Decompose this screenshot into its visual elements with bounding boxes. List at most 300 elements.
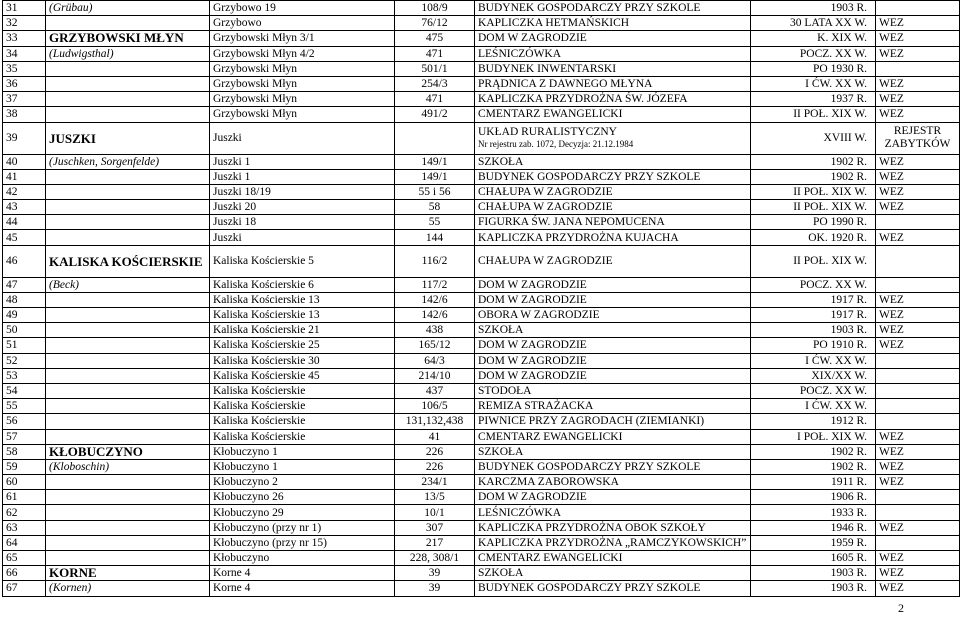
table-row: [3, 1, 960, 16]
date: XIX/XX W.: [751, 368, 876, 383]
locality-name: KALISKA KOŚCIERSKIE: [46, 245, 210, 277]
locality-name: [46, 292, 210, 307]
date: K. XIX W.: [751, 31, 876, 46]
register-status: [876, 338, 960, 353]
register-status: [876, 566, 960, 581]
address: Kaliska Kościerskie 5: [210, 245, 395, 277]
register-status-text: WEZ: [879, 47, 904, 60]
object-name: CHAŁUPA W ZAGRODZIE: [475, 200, 751, 215]
plot-number: 226: [395, 459, 475, 474]
locality-name: [46, 490, 210, 505]
object-name: CMENTARZ EWANGELICKI: [475, 429, 751, 444]
locality-name: [46, 308, 210, 323]
register-status: [876, 535, 960, 550]
register-status: [876, 230, 960, 245]
register-status-text: WEZ: [879, 582, 904, 595]
locality-name: [46, 368, 210, 383]
row-number: 56: [3, 414, 46, 429]
object-name: BUDYNEK GOSPODARCZY PRZY SZKOLE: [475, 581, 751, 596]
locality-name: (Grübau): [46, 1, 210, 16]
row-number: 44: [3, 215, 46, 230]
row-number: 54: [3, 383, 46, 398]
address: Grzybowski Młyn 3/1: [210, 31, 395, 46]
plot-number: 106/5: [395, 399, 475, 414]
locality-name: [46, 61, 210, 76]
address: Juszki: [210, 122, 395, 154]
locality-name: [46, 200, 210, 215]
register-status-text: WEZ: [879, 78, 904, 91]
address: Kłobuczyno 1: [210, 444, 395, 459]
table-body: [3, 1, 960, 597]
object-name: CMENTARZ EWANGELICKI: [475, 551, 751, 566]
row-number: 63: [3, 520, 46, 535]
register-status-text: REJESTR ZABYTKÓW: [884, 125, 951, 150]
plot-number: 438: [395, 323, 475, 338]
date: 1937 R.: [751, 92, 876, 107]
object-name: KAPLICZKA PRZYDROŻNA KUJACHA: [475, 230, 751, 245]
row-number: 50: [3, 323, 46, 338]
row-number: 57: [3, 429, 46, 444]
date: 1906 R.: [751, 490, 876, 505]
table-row: [3, 16, 960, 31]
row-number: 64: [3, 535, 46, 550]
plot-number: 214/10: [395, 368, 475, 383]
locality-name: (Kornen): [46, 581, 210, 596]
register-status-text: WEZ: [879, 231, 904, 244]
register-status: [876, 581, 960, 596]
plot-number: 39: [395, 581, 475, 596]
locality-name: KŁOBUCZYNO: [46, 444, 210, 459]
plot-number: 116/2: [395, 245, 475, 277]
table-row: [3, 46, 960, 61]
object-name: STODOŁA: [475, 383, 751, 398]
register-status: [876, 399, 960, 414]
register-status: [876, 414, 960, 429]
locality-name: [46, 429, 210, 444]
plot-number: 131,132,438: [395, 414, 475, 429]
date: 1902 R.: [751, 169, 876, 184]
date: 1903 R.: [751, 566, 876, 581]
row-number: 32: [3, 16, 46, 31]
register-status: [876, 277, 960, 292]
register-status: [876, 1, 960, 16]
row-number: 45: [3, 230, 46, 245]
address: Kaliska Kościerskie: [210, 399, 395, 414]
table-row: [3, 184, 960, 199]
register-status-text: WEZ: [879, 32, 904, 45]
address: Juszki 18/19: [210, 184, 395, 199]
date: II POŁ. XIX W.: [751, 107, 876, 122]
locality-name: [46, 383, 210, 398]
date: II POŁ. XIX W.: [751, 184, 876, 199]
register-status-text: WEZ: [879, 339, 904, 352]
object-name: DOM W ZAGRODZIE: [475, 490, 751, 505]
address: Grzybowski Młyn 4/2: [210, 46, 395, 61]
date: 1902 R.: [751, 459, 876, 474]
table-row: [3, 566, 960, 581]
register-status-text: WEZ: [879, 293, 904, 306]
row-number: 46: [3, 245, 46, 277]
date: 1917 R.: [751, 292, 876, 307]
register-status-text: WEZ: [879, 521, 904, 534]
object-name: FIGURKA ŚW. JANA NEPOMUCENA: [475, 215, 751, 230]
plot-number: 471: [395, 92, 475, 107]
plot-number: 149/1: [395, 169, 475, 184]
register-status-text: WEZ: [879, 430, 904, 443]
register-status: [876, 353, 960, 368]
register-status: [876, 200, 960, 215]
locality-name: [46, 551, 210, 566]
row-number: 43: [3, 200, 46, 215]
date: 1933 R.: [751, 505, 876, 520]
register-status: [876, 245, 960, 277]
plot-number: 108/9: [395, 1, 475, 16]
plot-number: 165/12: [395, 338, 475, 353]
object-name: DOM W ZAGRODZIE: [475, 292, 751, 307]
table-row: [3, 323, 960, 338]
address: Kłobuczyno 26: [210, 490, 395, 505]
row-number: 53: [3, 368, 46, 383]
plot-number: 226: [395, 444, 475, 459]
address: Juszki 20: [210, 200, 395, 215]
object-name: CHAŁUPA W ZAGRODZIE: [475, 245, 751, 277]
table-row: [3, 414, 960, 429]
object-name: PIWNICE PRZY ZAGRODACH (ZIEMIANKI): [475, 414, 751, 429]
address: Korne 4: [210, 566, 395, 581]
row-number: 59: [3, 459, 46, 474]
register-status: [876, 61, 960, 76]
date: 1903 R.: [751, 581, 876, 596]
row-number: 39: [3, 122, 46, 154]
date: POCZ. XX W.: [751, 46, 876, 61]
object-name: PRĄDNICA Z DAWNEGO MŁYNA: [475, 76, 751, 91]
register-status-text: WEZ: [879, 185, 904, 198]
plot-number: 39: [395, 566, 475, 581]
locality-name: [46, 353, 210, 368]
object-name: CMENTARZ EWANGELICKI: [475, 107, 751, 122]
register-status: [876, 308, 960, 323]
object-name: DOM W ZAGRODZIE: [475, 31, 751, 46]
date: PO 1990 R.: [751, 215, 876, 230]
locality-name: KORNE: [46, 566, 210, 581]
locality-name: (Kloboschin): [46, 459, 210, 474]
register-status: [876, 323, 960, 338]
table-row: [3, 31, 960, 46]
row-number: 36: [3, 76, 46, 91]
register-status-text: WEZ: [879, 324, 904, 337]
table-row: [3, 277, 960, 292]
plot-number: 234/1: [395, 475, 475, 490]
table-row: [3, 61, 960, 76]
address: Grzybowski Młyn: [210, 92, 395, 107]
object-name: [475, 122, 751, 154]
address: Kaliska Kościerskie: [210, 414, 395, 429]
plot-number: 501/1: [395, 61, 475, 76]
address: Juszki 18: [210, 215, 395, 230]
row-number: 52: [3, 353, 46, 368]
date: POCZ. XX W.: [751, 277, 876, 292]
plot-number: 217: [395, 535, 475, 550]
date: OK. 1920 R.: [751, 230, 876, 245]
address: Korne 4: [210, 581, 395, 596]
object-name: KAPLICZKA PRZYDROŻNA ŚW. JÓZEFA: [475, 92, 751, 107]
object-name: SZKOŁA: [475, 444, 751, 459]
locality-name: [46, 230, 210, 245]
object-name: LEŚNICZÓWKA: [475, 46, 751, 61]
register-status-text: WEZ: [879, 170, 904, 183]
address: Grzybowski Młyn: [210, 61, 395, 76]
date: 30 LATA XX W.: [751, 16, 876, 31]
address: Grzybowo: [210, 16, 395, 31]
row-number: 65: [3, 551, 46, 566]
address: Juszki: [210, 230, 395, 245]
plot-number: 149/1: [395, 154, 475, 169]
plot-number: [395, 122, 475, 154]
register-status: [876, 475, 960, 490]
date: XVIII W.: [751, 122, 876, 154]
date: I ĆW. XX W.: [751, 399, 876, 414]
register-status: [876, 551, 960, 566]
register-status: [876, 292, 960, 307]
table-row: [3, 368, 960, 383]
plot-number: 41: [395, 429, 475, 444]
table-row: [3, 76, 960, 91]
locality-name: GRZYBOWSKI MŁYN: [46, 31, 210, 46]
date: I ĆW. XX W.: [751, 76, 876, 91]
locality-name: JUSZKI: [46, 122, 210, 154]
register-status-text: WEZ: [879, 309, 904, 322]
locality-name: [46, 475, 210, 490]
register-status-text: WEZ: [879, 93, 904, 106]
row-number: 38: [3, 107, 46, 122]
row-number: 58: [3, 444, 46, 459]
object-name: BUDYNEK GOSPODARCZY PRZY SZKOLE: [475, 459, 751, 474]
plot-number: 117/2: [395, 277, 475, 292]
table-row: [3, 551, 960, 566]
object-name: SZKOŁA: [475, 323, 751, 338]
locality-name: [46, 338, 210, 353]
register-status: [876, 444, 960, 459]
locality-name: [46, 215, 210, 230]
table-row: [3, 107, 960, 122]
locality-name: [46, 535, 210, 550]
register-status-text: WEZ: [879, 17, 904, 30]
register-status: [876, 16, 960, 31]
date: 1902 R.: [751, 444, 876, 459]
plot-number: 142/6: [395, 292, 475, 307]
object-name: BUDYNEK GOSPODARCZY PRZY SZKOLE: [475, 169, 751, 184]
date: POCZ. XX W.: [751, 383, 876, 398]
register-status-text: WEZ: [879, 155, 904, 168]
register-status: [876, 490, 960, 505]
date: 1946 R.: [751, 520, 876, 535]
date: 1605 R.: [751, 551, 876, 566]
date: I POŁ. XIX W.: [751, 429, 876, 444]
address: Kaliska Kościerskie: [210, 383, 395, 398]
table-row: [3, 169, 960, 184]
register-status-text: WEZ: [879, 108, 904, 121]
address: Kłobuczyno 29: [210, 505, 395, 520]
plot-number: 64/3: [395, 353, 475, 368]
row-number: 40: [3, 154, 46, 169]
plot-number: 142/6: [395, 308, 475, 323]
date: 1911 R.: [751, 475, 876, 490]
object-name: KAPLICZKA HETMAŃSKICH: [475, 16, 751, 31]
locality-name: [46, 505, 210, 520]
object-name: DOM W ZAGRODZIE: [475, 338, 751, 353]
object-name: KARCZMA ZABOROWSKA: [475, 475, 751, 490]
locality-name: [46, 323, 210, 338]
table-row: [3, 308, 960, 323]
table-row: [3, 338, 960, 353]
table-row: [3, 399, 960, 414]
plot-number: 76/12: [395, 16, 475, 31]
object-name: SZKOŁA: [475, 566, 751, 581]
row-number: 66: [3, 566, 46, 581]
register-status: [876, 154, 960, 169]
register-status: [876, 184, 960, 199]
locality-name: [46, 520, 210, 535]
register-status: [876, 107, 960, 122]
register-status: [876, 429, 960, 444]
row-number: 49: [3, 308, 46, 323]
address: Kaliska Kościerskie 13: [210, 308, 395, 323]
table-row: [3, 459, 960, 474]
table-row: [3, 230, 960, 245]
register-status: [876, 76, 960, 91]
register-status: [876, 122, 960, 154]
register-status: [876, 46, 960, 61]
table-row: [3, 581, 960, 596]
date: I ĆW. XX W.: [751, 353, 876, 368]
row-number: 67: [3, 581, 46, 596]
address: Kłobuczyno (przy nr 1): [210, 520, 395, 535]
object-name: CHAŁUPA W ZAGRODZIE: [475, 184, 751, 199]
address: Kłobuczyno 2: [210, 475, 395, 490]
object-name: KAPLICZKA PRZYDROŻNA OBOK SZKOŁY: [475, 520, 751, 535]
register-status-text: WEZ: [879, 445, 904, 458]
register-note: Nr rejestru zab. 1072, Decyzja: 21.12.1984: [478, 139, 634, 149]
plot-number: 471: [395, 46, 475, 61]
row-number: 42: [3, 184, 46, 199]
table-row: [3, 535, 960, 550]
register-status: [876, 383, 960, 398]
row-number: 60: [3, 475, 46, 490]
table-row: [3, 444, 960, 459]
register-status: [876, 459, 960, 474]
address: Juszki 1: [210, 169, 395, 184]
date: 1917 R.: [751, 308, 876, 323]
date: II POŁ. XIX W.: [751, 245, 876, 277]
locality-name: (Ludwigsthal): [46, 46, 210, 61]
plot-number: 144: [395, 230, 475, 245]
table-row: [3, 505, 960, 520]
date: II POŁ. XIX W.: [751, 200, 876, 215]
register-status: [876, 169, 960, 184]
row-number: 37: [3, 92, 46, 107]
monument-register-table: [2, 0, 960, 597]
address: Kłobuczyno 1: [210, 459, 395, 474]
date: PO 1910 R.: [751, 338, 876, 353]
register-status: [876, 215, 960, 230]
table-row: [3, 490, 960, 505]
table-row: [3, 245, 960, 277]
date: 1959 R.: [751, 535, 876, 550]
object-name: DOM W ZAGRODZIE: [475, 368, 751, 383]
register-status: [876, 505, 960, 520]
date: 1903 R.: [751, 323, 876, 338]
table-row: [3, 353, 960, 368]
object-name: DOM W ZAGRODZIE: [475, 277, 751, 292]
register-status-text: WEZ: [879, 476, 904, 489]
plot-number: 55 i 56: [395, 184, 475, 199]
register-status-text: WEZ: [879, 460, 904, 473]
table-row: [3, 92, 960, 107]
row-number: 34: [3, 46, 46, 61]
date: 1912 R.: [751, 414, 876, 429]
date: PO 1930 R.: [751, 61, 876, 76]
table-row: [3, 122, 960, 154]
object-name: LEŚNICZÓWKA: [475, 505, 751, 520]
plot-number: 437: [395, 383, 475, 398]
register-status-text: WEZ: [879, 567, 904, 580]
locality-name: [46, 184, 210, 199]
table-row: [3, 154, 960, 169]
row-number: 62: [3, 505, 46, 520]
row-number: 41: [3, 169, 46, 184]
register-status: [876, 31, 960, 46]
object-name: BUDYNEK GOSPODARCZY PRZY SZKOLE: [475, 1, 751, 16]
register-status-text: WEZ: [879, 201, 904, 214]
locality-name: [46, 92, 210, 107]
plot-number: 13/5: [395, 490, 475, 505]
row-number: 33: [3, 31, 46, 46]
object-name: OBORA W ZAGRODZIE: [475, 308, 751, 323]
plot-number: 307: [395, 520, 475, 535]
plot-number: 254/3: [395, 76, 475, 91]
table-row: [3, 429, 960, 444]
page-number: 2: [898, 601, 904, 615]
object-name: KAPLICZKA PRZYDROŻNA „RAMCZYKOWSKICH”: [475, 535, 751, 550]
object-name-main: UKŁAD RURALISTYCZNY: [478, 126, 617, 138]
address: Kaliska Kościerskie 45: [210, 368, 395, 383]
register-status: [876, 92, 960, 107]
plot-number: 491/2: [395, 107, 475, 122]
table-row: [3, 520, 960, 535]
row-number: 47: [3, 277, 46, 292]
register-status: [876, 368, 960, 383]
plot-number: 55: [395, 215, 475, 230]
object-name: SZKOŁA: [475, 154, 751, 169]
locality-name: [46, 76, 210, 91]
plot-number: 10/1: [395, 505, 475, 520]
address: Grzybowski Młyn: [210, 107, 395, 122]
row-number: 61: [3, 490, 46, 505]
row-number: 31: [3, 1, 46, 16]
locality-name: (Juschken, Sorgenfelde): [46, 154, 210, 169]
locality-name: [46, 107, 210, 122]
address: Juszki 1: [210, 154, 395, 169]
plot-number: 475: [395, 31, 475, 46]
table-row: [3, 383, 960, 398]
address: Kaliska Kościerskie 21: [210, 323, 395, 338]
table-row: [3, 292, 960, 307]
date: 1903 R.: [751, 1, 876, 16]
locality-name: [46, 16, 210, 31]
register-status: [876, 520, 960, 535]
row-number: 51: [3, 338, 46, 353]
plot-number: 58: [395, 200, 475, 215]
